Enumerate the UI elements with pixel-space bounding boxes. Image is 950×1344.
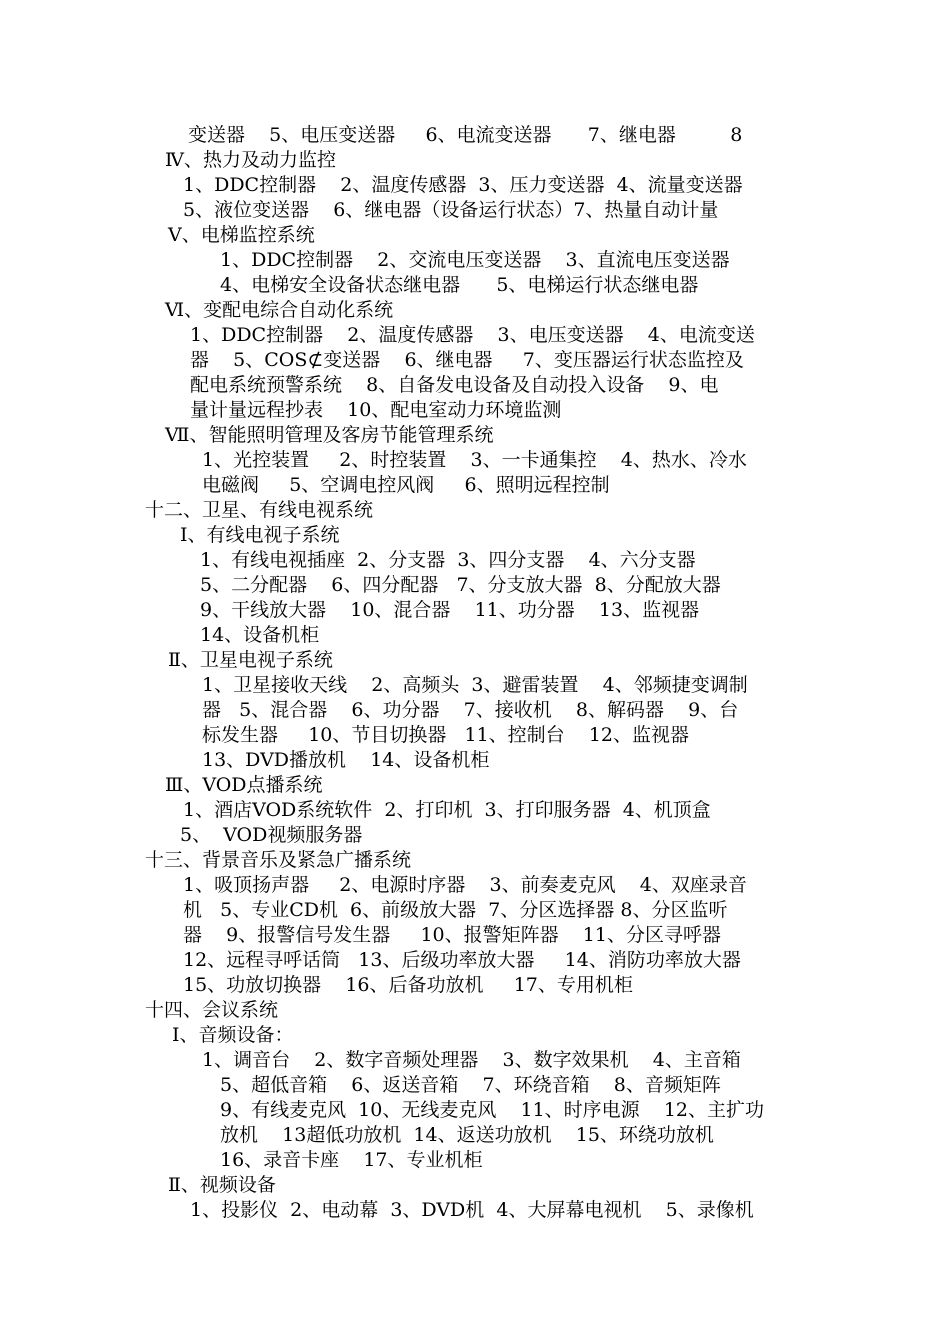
text-line: 5、二分配器 6、四分配器 7、分支放大器 8、分配放大器 — [200, 574, 721, 596]
chapter-heading: 十三、背景音乐及紧急广播系统 — [145, 849, 412, 871]
section-heading: Ⅳ、热力及动力监控 — [165, 149, 336, 171]
chapter-heading: 十四、会议系统 — [145, 999, 279, 1021]
text-line: 5、超低音箱 6、返送音箱 7、环绕音箱 8、音频矩阵 — [220, 1074, 721, 1096]
text-line: 配电系统预警系统 8、自备发电设备及自动投入设备 9、电 — [190, 374, 719, 396]
section-heading: Ⅲ、VOD点播系统 — [165, 774, 323, 796]
text-line: 器 9、报警信号发生器 10、报警矩阵器 11、分区寻呼器 — [183, 924, 721, 946]
text-line: 放机 13超低功放机 14、返送功放机 15、环绕功放机 — [220, 1124, 714, 1146]
section-heading: Ⅶ、智能照明管理及客房节能管理系统 — [165, 424, 494, 446]
text-line: 器 5、COS⊄变送器 6、继电器 7、变压器运行状态监控及 — [190, 349, 744, 371]
text-line: 9、干线放大器 10、混合器 11、功分器 13、监视器 — [200, 599, 700, 621]
text-line: 机 5、专业CD机 6、前级放大器 7、分区选择器 8、分区监听 — [183, 899, 728, 921]
text-line: 12、远程寻呼话筒 13、后级功率放大器 14、消防功率放大器 — [183, 949, 741, 971]
text-line: 1、酒店VOD系统软件 2、打印机 3、打印服务器 4、机顶盒 — [183, 799, 711, 821]
text-line: 1、卫星接收天线 2、高频头 3、避雷装置 4、邻频捷变调制 — [202, 674, 748, 696]
text-line: 15、功放切换器 16、后备功放机 17、专用机柜 — [183, 974, 633, 996]
text-line: 量计量远程抄表 10、配电室动力环境监测 — [190, 399, 562, 421]
section-heading: Ⅱ、卫星电视子系统 — [168, 649, 333, 671]
text-line: 1、DDC控制器 2、温度传感器 3、电压变送器 4、电流变送 — [190, 324, 755, 346]
text-line: 4、电梯安全设备状态继电器 5、电梯运行状态继电器 — [220, 274, 699, 296]
section-heading: Ⅰ、有线电视子系统 — [180, 524, 340, 546]
text-line: 1、DDC控制器 2、交流电压变送器 3、直流电压变送器 — [220, 249, 730, 271]
text-line: 标发生器 10、节目切换器 11、控制台 12、监视器 — [202, 724, 690, 746]
section-heading: Ⅴ、电梯监控系统 — [168, 224, 315, 246]
section-heading: Ⅰ、音频设备： — [172, 1024, 294, 1046]
section-heading: Ⅱ、视频设备 — [168, 1174, 276, 1196]
text-line: 5、液位变送器 6、继电器（设备运行状态）7、热量自动计量 — [183, 199, 719, 221]
text-line: 器 5、混合器 6、功分器 7、接收机 8、解码器 9、台 — [202, 699, 739, 721]
chapter-heading: 十二、卫星、有线电视系统 — [145, 499, 374, 521]
text-line: 5、 VOD视频服务器 — [180, 824, 363, 846]
text-line: 变送器 5、电压变送器 6、电流变送器 7、继电器 8 — [188, 124, 743, 146]
text-line: 9、有线麦克风 10、无线麦克风 11、时序电源 12、主扩功 — [220, 1099, 765, 1121]
text-line: 1、调音台 2、数字音频处理器 3、数字效果机 4、主音箱 — [202, 1049, 741, 1071]
text-line: 1、投影仪 2、电动幕 3、DVD机 4、大屏幕电视机 5、录像机 — [190, 1199, 754, 1221]
text-line: 1、有线电视插座 2、分支器 3、四分支器 4、六分支器 — [200, 549, 696, 571]
text-line: 14、设备机柜 — [200, 624, 320, 646]
section-heading: Ⅵ、变配电综合自动化系统 — [165, 299, 394, 321]
text-line: 电磁阀 5、空调电控风阀 6、照明远程控制 — [202, 474, 610, 496]
text-line: 1、DDC控制器 2、温度传感器 3、压力变送器 4、流量变送器 — [183, 174, 743, 196]
text-line: 16、录音卡座 17、专业机柜 — [220, 1149, 483, 1171]
text-line: 1、吸顶扬声器 2、电源时序器 3、前奏麦克风 4、双座录音 — [183, 874, 747, 896]
text-line: 13、DVD播放机 14、设备机柜 — [202, 749, 490, 771]
text-line: 1、光控装置 2、时控装置 3、一卡通集控 4、热水、冷水 — [202, 449, 747, 471]
